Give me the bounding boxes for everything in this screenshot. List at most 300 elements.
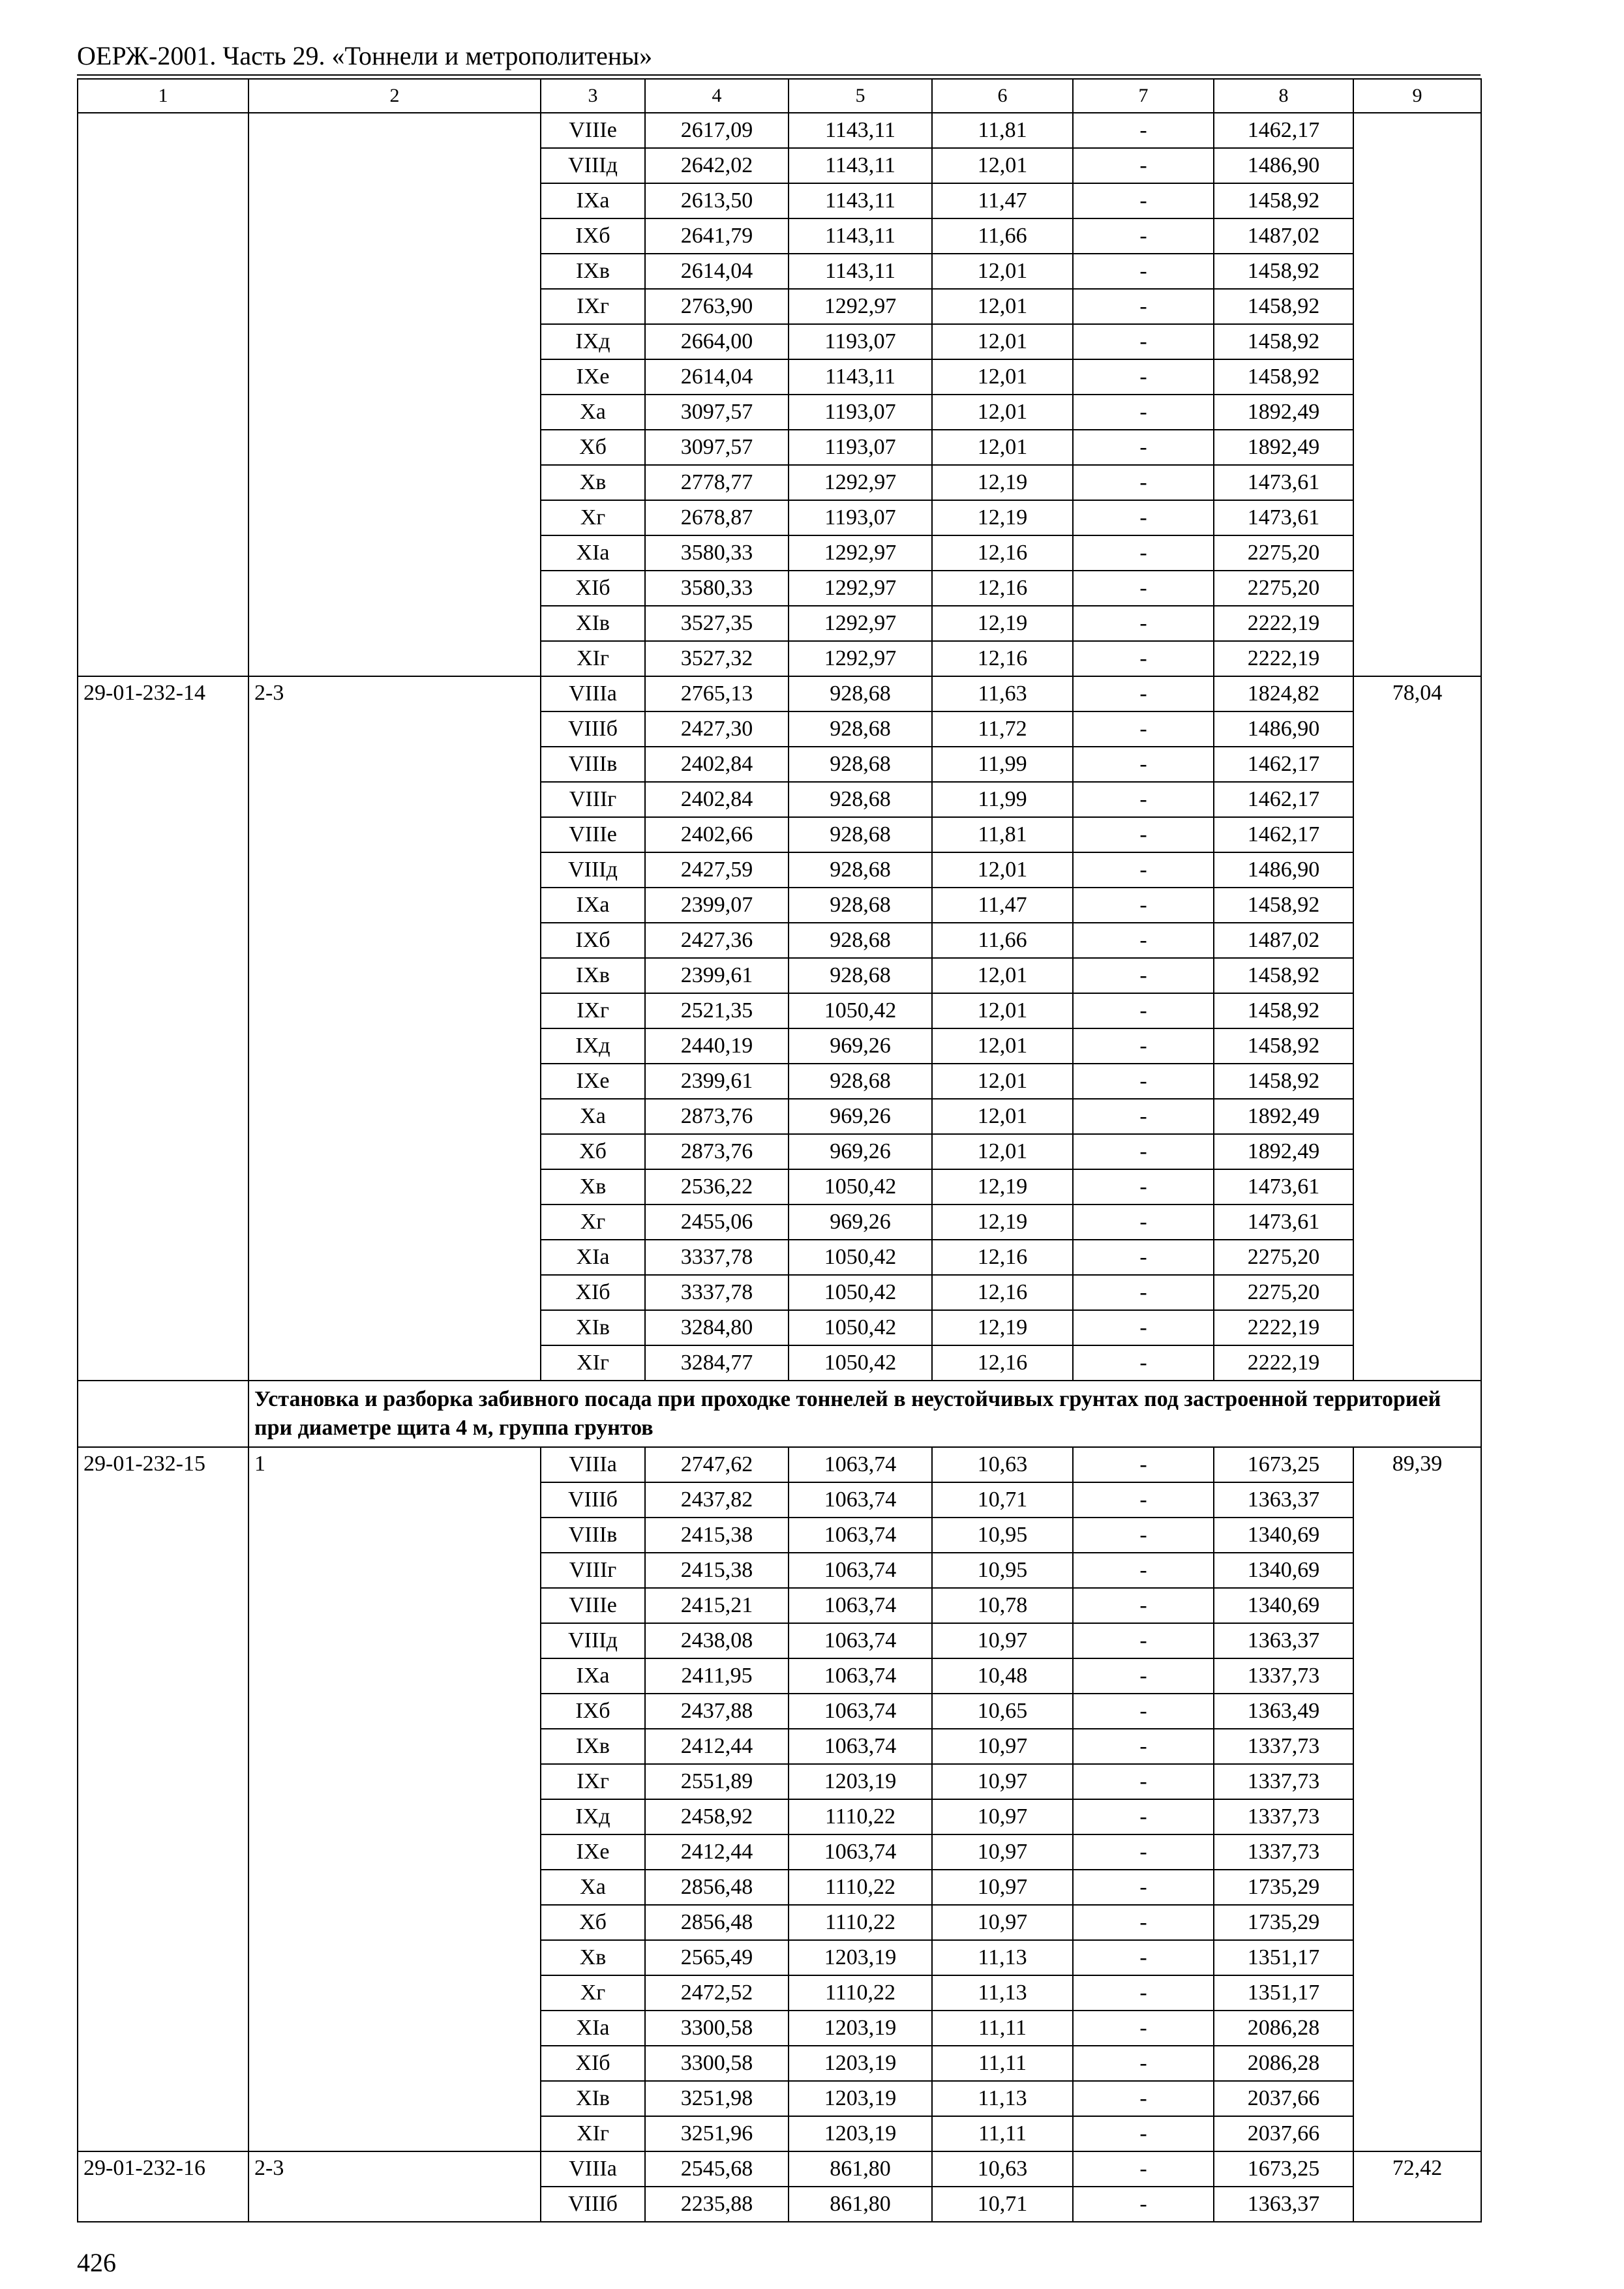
- driver-wages-cell: -: [1073, 254, 1214, 289]
- driver-wages-cell: -: [1073, 1905, 1214, 1940]
- category-cell: VIIIб: [541, 2187, 645, 2222]
- column-number: 4: [645, 79, 789, 113]
- driver-wages-cell: -: [1073, 218, 1214, 254]
- category-cell: VIIIе: [541, 1588, 645, 1623]
- materials-cell: 2037,66: [1214, 2081, 1353, 2116]
- category-cell: XIв: [541, 1310, 645, 1345]
- driver-wages-cell: -: [1073, 606, 1214, 641]
- materials-cell: 2222,19: [1214, 641, 1353, 676]
- column-number: 3: [541, 79, 645, 113]
- driver-wages-cell: -: [1073, 1134, 1214, 1169]
- total-cost-cell: 3284,77: [645, 1345, 789, 1381]
- total-cost-cell: 3580,33: [645, 571, 789, 606]
- driver-wages-cell: -: [1073, 2081, 1214, 2116]
- wages-cell: 1143,11: [789, 113, 932, 148]
- total-cost-cell: 2778,77: [645, 465, 789, 500]
- wages-cell: 1143,11: [789, 254, 932, 289]
- driver-wages-cell: -: [1073, 1834, 1214, 1870]
- total-cost-cell: 3300,58: [645, 2046, 789, 2081]
- category-cell: IXa: [541, 183, 645, 218]
- total-cost-cell: 2613,50: [645, 183, 789, 218]
- machines-cell: 12,19: [932, 606, 1073, 641]
- wages-cell: 861,80: [789, 2187, 932, 2222]
- machines-cell: 11,47: [932, 183, 1073, 218]
- wages-cell: 1143,11: [789, 148, 932, 183]
- materials-cell: 1462,17: [1214, 113, 1353, 148]
- machines-cell: 11,11: [932, 2046, 1073, 2081]
- page-number: 426: [77, 2248, 116, 2277]
- wages-cell: 928,68: [789, 852, 932, 888]
- wages-cell: 1292,97: [789, 465, 932, 500]
- category-cell: Xг: [541, 500, 645, 535]
- machines-cell: 12,01: [932, 1134, 1073, 1169]
- materials-cell: 1340,69: [1214, 1588, 1353, 1623]
- materials-cell: 1458,92: [1214, 254, 1353, 289]
- driver-wages-cell: -: [1073, 782, 1214, 817]
- total-cost-cell: 2399,07: [645, 888, 789, 923]
- driver-wages-cell: -: [1073, 1694, 1214, 1729]
- wages-cell: 1193,07: [789, 500, 932, 535]
- category-cell: IXг: [541, 993, 645, 1028]
- total-cost-cell: 2763,90: [645, 289, 789, 324]
- wages-cell: 969,26: [789, 1028, 932, 1064]
- machines-cell: 10,65: [932, 1694, 1073, 1729]
- total-cost-cell: 2641,79: [645, 218, 789, 254]
- machines-cell: 12,01: [932, 289, 1073, 324]
- labor-cost-cell: [1353, 113, 1481, 676]
- materials-cell: 1363,37: [1214, 1482, 1353, 1518]
- labor-cost-cell: 78,04: [1353, 676, 1481, 1381]
- materials-cell: 1458,92: [1214, 1064, 1353, 1099]
- materials-cell: 1462,17: [1214, 747, 1353, 782]
- rate-code: 29-01-232-14: [78, 676, 248, 1381]
- category-cell: IXб: [541, 923, 645, 958]
- materials-cell: 2275,20: [1214, 1275, 1353, 1310]
- materials-cell: 1486,90: [1214, 711, 1353, 747]
- table-body: [78, 79, 1481, 2222]
- materials-cell: 1363,49: [1214, 1694, 1353, 1729]
- materials-cell: 1673,25: [1214, 1447, 1353, 1482]
- wages-cell: 1292,97: [789, 571, 932, 606]
- total-cost-cell: 3580,33: [645, 535, 789, 571]
- machines-cell: 11,99: [932, 782, 1073, 817]
- category-cell: IXв: [541, 1729, 645, 1764]
- total-cost-cell: 3300,58: [645, 2011, 789, 2046]
- category-cell: XIa: [541, 535, 645, 571]
- machines-cell: 10,78: [932, 1588, 1073, 1623]
- category-cell: VIIIе: [541, 817, 645, 852]
- total-cost-cell: 2678,87: [645, 500, 789, 535]
- total-cost-cell: 3337,78: [645, 1275, 789, 1310]
- materials-cell: 1892,49: [1214, 1134, 1353, 1169]
- wages-cell: 1193,07: [789, 324, 932, 359]
- rate-code: 29-01-232-15: [78, 1447, 248, 2151]
- driver-wages-cell: -: [1073, 183, 1214, 218]
- category-cell: IXд: [541, 1028, 645, 1064]
- wages-cell: 1050,42: [789, 1310, 932, 1345]
- category-cell: IXб: [541, 1694, 645, 1729]
- machines-cell: 11,63: [932, 676, 1073, 711]
- total-cost-cell: 2438,08: [645, 1623, 789, 1658]
- table-row: [78, 676, 1481, 711]
- machines-cell: 12,01: [932, 1028, 1073, 1064]
- machines-cell: 12,01: [932, 324, 1073, 359]
- materials-cell: 2275,20: [1214, 1240, 1353, 1275]
- materials-cell: 2275,20: [1214, 571, 1353, 606]
- driver-wages-cell: -: [1073, 817, 1214, 852]
- materials-cell: 1473,61: [1214, 1204, 1353, 1240]
- materials-cell: 1486,90: [1214, 148, 1353, 183]
- total-cost-cell: 2765,13: [645, 676, 789, 711]
- table-row: [78, 113, 1481, 148]
- wages-cell: 1143,11: [789, 183, 932, 218]
- driver-wages-cell: -: [1073, 1482, 1214, 1518]
- wages-cell: 1203,19: [789, 2116, 932, 2151]
- materials-cell: 1473,61: [1214, 465, 1353, 500]
- category-cell: VIIIд: [541, 1623, 645, 1658]
- driver-wages-cell: -: [1073, 1275, 1214, 1310]
- category-cell: IXг: [541, 289, 645, 324]
- category-cell: XIв: [541, 606, 645, 641]
- category-cell: IXб: [541, 218, 645, 254]
- materials-cell: 1892,49: [1214, 430, 1353, 465]
- table-row: [78, 1447, 1481, 1482]
- machines-cell: 11,11: [932, 2116, 1073, 2151]
- wages-cell: 1292,97: [789, 641, 932, 676]
- machines-cell: 11,11: [932, 2011, 1073, 2046]
- driver-wages-cell: -: [1073, 641, 1214, 676]
- materials-cell: 1337,73: [1214, 1658, 1353, 1694]
- materials-cell: 1337,73: [1214, 1764, 1353, 1799]
- total-cost-cell: 3337,78: [645, 1240, 789, 1275]
- wages-cell: 861,80: [789, 2151, 932, 2187]
- materials-cell: 1892,49: [1214, 1099, 1353, 1134]
- machines-cell: 11,47: [932, 888, 1073, 923]
- total-cost-cell: 2402,84: [645, 747, 789, 782]
- total-cost-cell: 2402,84: [645, 782, 789, 817]
- machines-cell: 10,97: [932, 1905, 1073, 1940]
- driver-wages-cell: -: [1073, 958, 1214, 993]
- machines-cell: 12,01: [932, 148, 1073, 183]
- driver-wages-cell: -: [1073, 1169, 1214, 1204]
- machines-cell: 12,19: [932, 465, 1073, 500]
- materials-cell: 1458,92: [1214, 289, 1353, 324]
- total-cost-cell: 3527,32: [645, 641, 789, 676]
- total-cost-cell: 2521,35: [645, 993, 789, 1028]
- driver-wages-cell: -: [1073, 2046, 1214, 2081]
- driver-wages-cell: -: [1073, 359, 1214, 395]
- category-cell: XIa: [541, 2011, 645, 2046]
- machines-cell: 12,01: [932, 993, 1073, 1028]
- machines-cell: 12,19: [932, 500, 1073, 535]
- materials-cell: 2086,28: [1214, 2011, 1353, 2046]
- wages-cell: 1050,42: [789, 1275, 932, 1310]
- category-cell: XIa: [541, 1240, 645, 1275]
- machines-cell: 12,16: [932, 641, 1073, 676]
- machines-cell: 11,72: [932, 711, 1073, 747]
- empty-cell: [78, 1381, 248, 1447]
- category-cell: Xв: [541, 1169, 645, 1204]
- materials-cell: 1473,61: [1214, 1169, 1353, 1204]
- labor-cost-cell: 72,42: [1353, 2151, 1481, 2222]
- driver-wages-cell: -: [1073, 1518, 1214, 1553]
- total-cost-cell: 3251,98: [645, 2081, 789, 2116]
- wages-cell: 928,68: [789, 676, 932, 711]
- category-cell: XIв: [541, 2081, 645, 2116]
- soil-group: 1: [248, 1447, 541, 2151]
- category-cell: Xa: [541, 395, 645, 430]
- materials-cell: 2222,19: [1214, 606, 1353, 641]
- total-cost-cell: 2402,66: [645, 817, 789, 852]
- materials-cell: 1673,25: [1214, 2151, 1353, 2187]
- machines-cell: 11,66: [932, 923, 1073, 958]
- wages-cell: 1203,19: [789, 2046, 932, 2081]
- page-header: ОЕРЖ-2001. Часть 29. «Тоннели и метрополитены»: [77, 41, 653, 70]
- machines-cell: 11,81: [932, 113, 1073, 148]
- total-cost-cell: 2415,38: [645, 1518, 789, 1553]
- driver-wages-cell: -: [1073, 2116, 1214, 2151]
- category-cell: XIг: [541, 641, 645, 676]
- machines-cell: 11,66: [932, 218, 1073, 254]
- machines-cell: 10,63: [932, 1447, 1073, 1482]
- materials-cell: 1458,92: [1214, 1028, 1353, 1064]
- total-cost-cell: 2565,49: [645, 1940, 789, 1975]
- driver-wages-cell: -: [1073, 113, 1214, 148]
- driver-wages-cell: -: [1073, 535, 1214, 571]
- machines-cell: 10,63: [932, 2151, 1073, 2187]
- category-cell: Xa: [541, 1870, 645, 1905]
- total-cost-cell: 2472,52: [645, 1975, 789, 2011]
- materials-cell: 1487,02: [1214, 218, 1353, 254]
- wages-cell: 1203,19: [789, 1940, 932, 1975]
- total-cost-cell: 2614,04: [645, 359, 789, 395]
- wages-cell: 969,26: [789, 1099, 932, 1134]
- column-number: 6: [932, 79, 1073, 113]
- driver-wages-cell: -: [1073, 465, 1214, 500]
- category-cell: IXa: [541, 1658, 645, 1694]
- total-cost-cell: 2412,44: [645, 1729, 789, 1764]
- category-cell: VIIIд: [541, 148, 645, 183]
- driver-wages-cell: -: [1073, 1447, 1214, 1482]
- materials-cell: 1340,69: [1214, 1553, 1353, 1588]
- materials-cell: 1462,17: [1214, 782, 1353, 817]
- driver-wages-cell: -: [1073, 2187, 1214, 2222]
- rate-code: 29-01-232-16: [78, 2151, 248, 2222]
- total-cost-cell: 3097,57: [645, 395, 789, 430]
- total-cost-cell: 2536,22: [645, 1169, 789, 1204]
- wages-cell: 928,68: [789, 1064, 932, 1099]
- section-title-row: [78, 1381, 1481, 1447]
- category-cell: XIг: [541, 1345, 645, 1381]
- machines-cell: 12,01: [932, 359, 1073, 395]
- driver-wages-cell: -: [1073, 1064, 1214, 1099]
- wages-cell: 1063,74: [789, 1729, 932, 1764]
- category-cell: IXa: [541, 888, 645, 923]
- driver-wages-cell: -: [1073, 1729, 1214, 1764]
- machines-cell: 12,19: [932, 1310, 1073, 1345]
- wages-cell: 1203,19: [789, 2081, 932, 2116]
- total-cost-cell: 2455,06: [645, 1204, 789, 1240]
- category-cell: Xв: [541, 465, 645, 500]
- category-cell: VIIIa: [541, 2151, 645, 2187]
- driver-wages-cell: -: [1073, 1870, 1214, 1905]
- total-cost-cell: 2399,61: [645, 958, 789, 993]
- wages-cell: 1063,74: [789, 1694, 932, 1729]
- wages-cell: 1063,74: [789, 1447, 932, 1482]
- wages-cell: 1063,74: [789, 1482, 932, 1518]
- category-cell: VIIIa: [541, 1447, 645, 1482]
- machines-cell: 12,19: [932, 1204, 1073, 1240]
- header-rule: [77, 74, 1481, 76]
- category-cell: Xб: [541, 430, 645, 465]
- materials-cell: 1351,17: [1214, 1940, 1353, 1975]
- wages-cell: 1063,74: [789, 1553, 932, 1588]
- wages-cell: 928,68: [789, 888, 932, 923]
- category-cell: XIб: [541, 2046, 645, 2081]
- machines-cell: 12,01: [932, 1064, 1073, 1099]
- category-cell: IXд: [541, 1799, 645, 1834]
- total-cost-cell: 2437,82: [645, 1482, 789, 1518]
- materials-cell: 1892,49: [1214, 395, 1353, 430]
- machines-cell: 12,19: [932, 1169, 1073, 1204]
- machines-cell: 11,13: [932, 1940, 1073, 1975]
- soil-group: 2-3: [248, 2151, 541, 2222]
- soil-group: 2-3: [248, 676, 541, 1381]
- total-cost-cell: 2642,02: [645, 148, 789, 183]
- category-cell: Xв: [541, 1940, 645, 1975]
- wages-cell: 1063,74: [789, 1588, 932, 1623]
- driver-wages-cell: -: [1073, 2011, 1214, 2046]
- wages-cell: 1063,74: [789, 1658, 932, 1694]
- category-cell: Xa: [541, 1099, 645, 1134]
- category-cell: VIIIв: [541, 747, 645, 782]
- machines-cell: 12,16: [932, 1345, 1073, 1381]
- wages-cell: 928,68: [789, 958, 932, 993]
- machines-cell: 12,01: [932, 852, 1073, 888]
- materials-cell: 1458,92: [1214, 324, 1353, 359]
- category-cell: Xб: [541, 1134, 645, 1169]
- materials-cell: 2275,20: [1214, 535, 1353, 571]
- driver-wages-cell: -: [1073, 395, 1214, 430]
- materials-cell: 2086,28: [1214, 2046, 1353, 2081]
- materials-cell: 2037,66: [1214, 2116, 1353, 2151]
- machines-cell: 10,71: [932, 2187, 1073, 2222]
- wages-cell: 1050,42: [789, 1240, 932, 1275]
- section-title: Установка и разборка забивного посада при проходке тоннелей в неустойчивых грунтах под застроенной территорией при диаметре щита 4 м, группа грунтов: [248, 1381, 1481, 1447]
- category-cell: VIIIг: [541, 782, 645, 817]
- wages-cell: 1063,74: [789, 1518, 932, 1553]
- total-cost-cell: 2545,68: [645, 2151, 789, 2187]
- category-cell: Xг: [541, 1204, 645, 1240]
- wages-cell: 928,68: [789, 782, 932, 817]
- driver-wages-cell: -: [1073, 888, 1214, 923]
- column-number: 7: [1073, 79, 1214, 113]
- category-cell: IXг: [541, 1764, 645, 1799]
- total-cost-cell: 2235,88: [645, 2187, 789, 2222]
- total-cost-cell: 2664,00: [645, 324, 789, 359]
- materials-cell: 1486,90: [1214, 852, 1353, 888]
- column-number: 9: [1353, 79, 1481, 113]
- driver-wages-cell: -: [1073, 1975, 1214, 2011]
- column-numbers-row: [78, 79, 1481, 113]
- driver-wages-cell: -: [1073, 747, 1214, 782]
- wages-cell: 1292,97: [789, 289, 932, 324]
- materials-cell: 1824,82: [1214, 676, 1353, 711]
- materials-cell: 1337,73: [1214, 1799, 1353, 1834]
- total-cost-cell: 2440,19: [645, 1028, 789, 1064]
- total-cost-cell: 2551,89: [645, 1764, 789, 1799]
- materials-cell: 1458,92: [1214, 359, 1353, 395]
- total-cost-cell: 2427,59: [645, 852, 789, 888]
- wages-cell: 969,26: [789, 1134, 932, 1169]
- driver-wages-cell: -: [1073, 1764, 1214, 1799]
- driver-wages-cell: -: [1073, 289, 1214, 324]
- driver-wages-cell: -: [1073, 993, 1214, 1028]
- total-cost-cell: 2747,62: [645, 1447, 789, 1482]
- materials-cell: 1458,92: [1214, 958, 1353, 993]
- total-cost-cell: 2415,38: [645, 1553, 789, 1588]
- driver-wages-cell: -: [1073, 1623, 1214, 1658]
- total-cost-cell: 2411,95: [645, 1658, 789, 1694]
- machines-cell: 11,13: [932, 2081, 1073, 2116]
- materials-cell: 1340,69: [1214, 1518, 1353, 1553]
- category-cell: VIIIд: [541, 852, 645, 888]
- driver-wages-cell: -: [1073, 1553, 1214, 1588]
- machines-cell: 12,16: [932, 535, 1073, 571]
- table-row: [78, 2151, 1481, 2187]
- machines-cell: 10,97: [932, 1799, 1073, 1834]
- driver-wages-cell: -: [1073, 852, 1214, 888]
- materials-cell: 1363,37: [1214, 1623, 1353, 1658]
- total-cost-cell: 2873,76: [645, 1099, 789, 1134]
- materials-cell: 2222,19: [1214, 1310, 1353, 1345]
- driver-wages-cell: -: [1073, 148, 1214, 183]
- total-cost-cell: 2427,30: [645, 711, 789, 747]
- driver-wages-cell: -: [1073, 1588, 1214, 1623]
- wages-cell: 1193,07: [789, 430, 932, 465]
- machines-cell: 10,97: [932, 1870, 1073, 1905]
- category-cell: IXв: [541, 958, 645, 993]
- materials-cell: 1337,73: [1214, 1729, 1353, 1764]
- materials-cell: 1458,92: [1214, 888, 1353, 923]
- machines-cell: 10,97: [932, 1729, 1073, 1764]
- soil-group: [248, 113, 541, 676]
- total-cost-cell: 2458,92: [645, 1799, 789, 1834]
- category-cell: IXе: [541, 1064, 645, 1099]
- machines-cell: 11,81: [932, 817, 1073, 852]
- wages-cell: 928,68: [789, 747, 932, 782]
- machines-cell: 10,48: [932, 1658, 1073, 1694]
- wages-cell: 969,26: [789, 1204, 932, 1240]
- total-cost-cell: 3097,57: [645, 430, 789, 465]
- total-cost-cell: 2873,76: [645, 1134, 789, 1169]
- wages-cell: 1050,42: [789, 993, 932, 1028]
- materials-cell: 1363,37: [1214, 2187, 1353, 2222]
- total-cost-cell: 2399,61: [645, 1064, 789, 1099]
- total-cost-cell: 2437,88: [645, 1694, 789, 1729]
- machines-cell: 10,71: [932, 1482, 1073, 1518]
- wages-cell: 1063,74: [789, 1623, 932, 1658]
- wages-cell: 1292,97: [789, 535, 932, 571]
- total-cost-cell: 2856,48: [645, 1870, 789, 1905]
- driver-wages-cell: -: [1073, 676, 1214, 711]
- driver-wages-cell: -: [1073, 430, 1214, 465]
- materials-cell: 1351,17: [1214, 1975, 1353, 2011]
- machines-cell: 11,13: [932, 1975, 1073, 2011]
- driver-wages-cell: -: [1073, 571, 1214, 606]
- machines-cell: 12,16: [932, 1240, 1073, 1275]
- category-cell: IXв: [541, 254, 645, 289]
